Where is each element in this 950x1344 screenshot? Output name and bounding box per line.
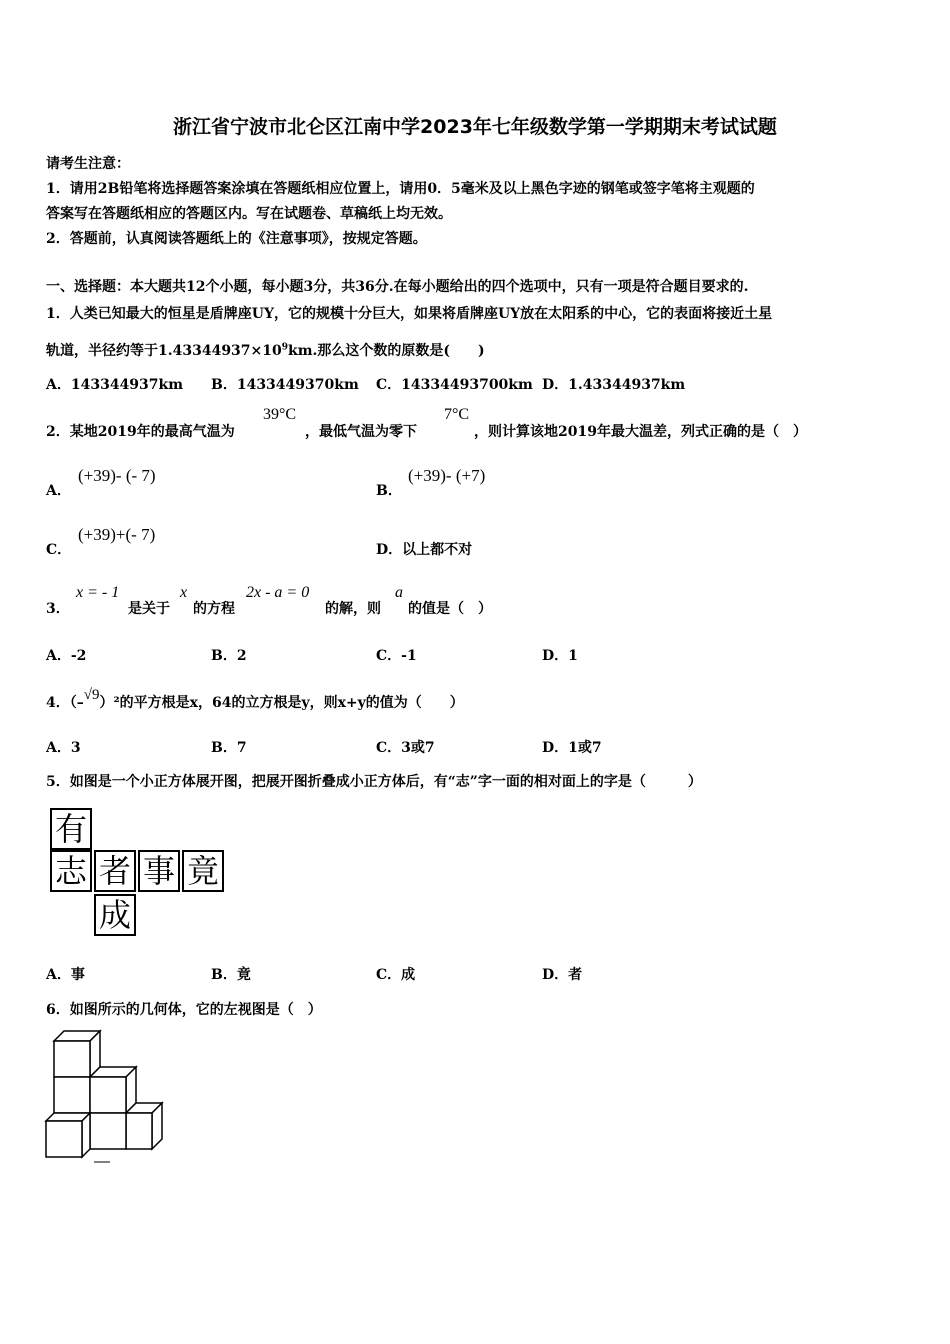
cube xyxy=(90,1113,126,1149)
q4-radical: √9 xyxy=(83,687,100,703)
q3-var-x: x xyxy=(180,584,188,601)
q3-text-3: 的解，则 xyxy=(325,601,381,617)
cube-net-cell: 者 xyxy=(94,850,136,892)
cube-net-cell: 事 xyxy=(138,850,180,892)
q1-option-d[interactable]: D．1.43344937km xyxy=(542,377,686,393)
cube xyxy=(46,1113,90,1157)
q2-option-b-expr[interactable]: (+39)- (+7) xyxy=(408,466,486,485)
section-heading: 一、选择题：本大题共12个小题，每小题3分，共36分.在每小题给出的四个选项中，只有一项是符合题目要求的. xyxy=(46,279,749,295)
q2-option-c-expr[interactable]: (+39)+(- 7) xyxy=(78,525,156,544)
q3-number: 3． xyxy=(46,601,70,617)
notice-line-2: 答案写在答题纸相应的答题区内。写在试题卷、草稿纸上均无效。 xyxy=(46,206,452,222)
q1-option-a[interactable]: A．143344937km xyxy=(46,377,184,393)
q3-option-d[interactable]: D．1 xyxy=(542,648,578,664)
q4-line xyxy=(46,687,464,712)
q3-option-c[interactable]: C．-1 xyxy=(376,648,417,664)
q3-text-2: 的方程 xyxy=(193,601,235,617)
q2-mid: ，最低气温为零下 xyxy=(305,424,417,440)
q1-line-2-post: km.那么这个数的原数是( ) xyxy=(288,343,485,359)
cube-net-cell: 志 xyxy=(50,850,92,892)
notice-heading: 请考生注意： xyxy=(46,156,130,172)
q2-option-d[interactable]: D．以上都不对 xyxy=(376,542,473,558)
q5-option-d[interactable]: D．者 xyxy=(542,967,583,983)
cube xyxy=(54,1031,100,1077)
q3-var-a: a xyxy=(395,584,403,601)
q5-text: 5．如图是一个小正方体展开图，把展开图折叠成小正方体后，有“志”字一面的相对面上的字是（ ） xyxy=(46,774,702,790)
q2-post: ，则计算该地2019年最大温差，列式正确的是（ ） xyxy=(474,424,807,440)
q4-option-b[interactable]: B．7 xyxy=(211,740,247,756)
q6-text: 6．如图所示的几何体，它的左视图是（ ） xyxy=(46,1002,322,1018)
q2-option-b-label[interactable]: B． xyxy=(376,483,402,499)
q3-text-4: 的值是（ ） xyxy=(408,601,492,617)
q4-option-c[interactable]: C．3或7 xyxy=(376,740,435,756)
q1-line-2-pre: 轨道，半径约等于1.43344937×10 xyxy=(46,343,282,359)
q4-pre: 4．（– xyxy=(46,695,84,711)
q1-exponent: 9 xyxy=(281,342,289,353)
cube xyxy=(126,1103,162,1149)
q1-option-c[interactable]: C．14334493700km xyxy=(376,377,533,393)
q1-line-1: 1．人类已知最大的恒星是盾牌座UY，它的规模十分巨大，如果将盾牌座UY放在太阳系的中心，它的表面将接近土星 xyxy=(46,306,773,322)
cube-net-figure xyxy=(50,808,230,940)
q1-option-b[interactable]: B．1433449370km xyxy=(211,377,359,393)
q2-high-temp: 39°C xyxy=(263,406,297,423)
q2-low-temp: 7°C xyxy=(444,406,470,423)
cube-net-cell: 有 xyxy=(50,808,92,850)
cube-net-cell: 成 xyxy=(94,894,136,936)
notice-line-1: 1．请用2B铅笔将选择题答案涂填在答题纸相应位置上，请用0．5毫米及以上黑色字迹的钢笔或签字笔将主观题的 xyxy=(46,181,755,197)
cube-net-cell: 竟 xyxy=(182,850,224,892)
q2-option-a-expr[interactable]: (+39)- (- 7) xyxy=(78,466,156,485)
q2-pre: 2．某地2019年的最高气温为 xyxy=(46,424,235,440)
q3-option-b[interactable]: B．2 xyxy=(211,648,247,664)
q1-line-2 xyxy=(46,340,485,360)
q2-option-c-label[interactable]: C． xyxy=(46,542,72,558)
page-title: 浙江省宁波市北仑区江南中学2023年七年级数学第一学期期末考试试题 xyxy=(173,116,777,138)
q4-option-a[interactable]: A．3 xyxy=(46,740,81,756)
q5-option-c[interactable]: C．成 xyxy=(376,967,416,983)
q3-option-a[interactable]: A．-2 xyxy=(46,648,87,664)
notice-line-3: 2．答题前，认真阅读答题纸上的《注意事项》，按规定答题。 xyxy=(46,231,427,247)
q5-option-b[interactable]: B．竟 xyxy=(211,967,251,983)
q3-text-1: 是关于 xyxy=(128,601,170,617)
q2-option-a-label[interactable]: A． xyxy=(46,483,71,499)
q4-option-d[interactable]: D．1或7 xyxy=(542,740,602,756)
q3-expr-1: x = - 1 xyxy=(76,584,120,601)
q3-expr-2: 2x - a = 0 xyxy=(246,584,310,601)
stacked-cubes-figure xyxy=(44,1026,169,1166)
cube xyxy=(90,1067,136,1113)
q4-post: ）²的平方根是x，64的立方根是y，则x+y的值为（ ） xyxy=(99,695,464,711)
q5-option-a[interactable]: A．事 xyxy=(46,967,85,983)
